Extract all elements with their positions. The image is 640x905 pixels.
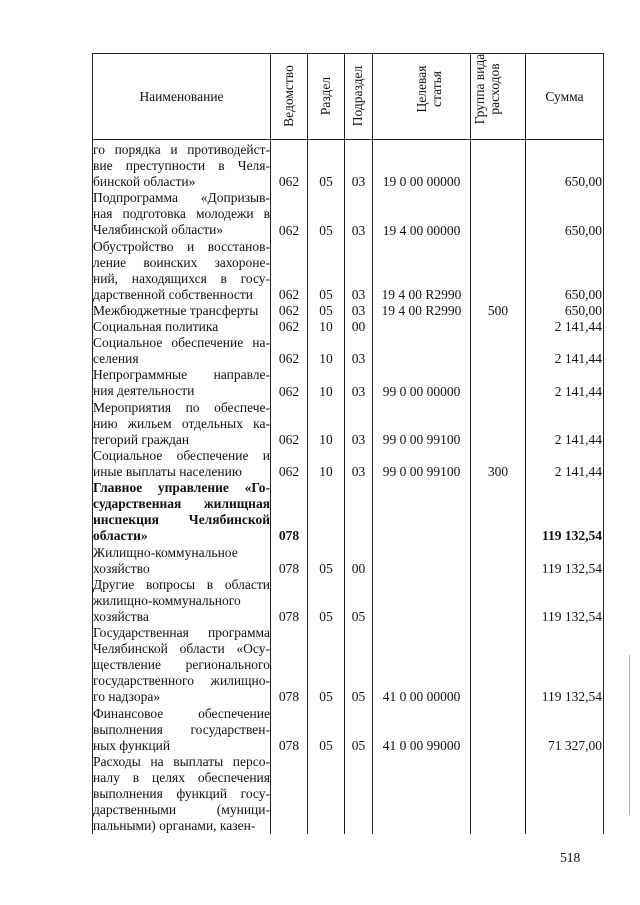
header-gruppa-2: расходов bbox=[487, 63, 502, 115]
header-vedomstvo: Ведомство bbox=[281, 65, 296, 127]
row-name-line: селения bbox=[93, 351, 139, 367]
row-name-line: Межбюджетные трансферты bbox=[93, 303, 259, 318]
row-name bbox=[93, 625, 270, 705]
row-vedomstvo: 062 bbox=[278, 464, 300, 479]
row-razdel: 10 bbox=[319, 319, 333, 335]
row-vedomstvo: 062 bbox=[278, 174, 300, 190]
row-summa: 650,00 bbox=[564, 286, 602, 302]
row-name bbox=[93, 448, 270, 480]
row-summa: 650,00 bbox=[564, 222, 602, 238]
row-vedomstvo: 078 bbox=[278, 737, 300, 753]
row-summa: 2 141,44 bbox=[554, 431, 602, 447]
row-name-line: дарственными (муници- bbox=[93, 801, 270, 817]
row-name-line: Социальная политика bbox=[93, 319, 219, 335]
page-number: 518 bbox=[560, 850, 581, 865]
row-razdel: 10 bbox=[319, 431, 333, 447]
row-name bbox=[93, 400, 270, 448]
row-razdel: 05 bbox=[319, 737, 333, 753]
row-name-line: ществление регионального bbox=[93, 657, 270, 672]
row-summa: 2 141,44 bbox=[554, 351, 602, 367]
row-name-line: Социальное обеспечение и bbox=[93, 447, 270, 463]
row-vedomstvo: 062 bbox=[278, 383, 300, 399]
row-gruppa: 500 bbox=[487, 303, 509, 318]
row-name-line: жилищно-коммунального bbox=[93, 592, 241, 608]
row-name-line: Государственная программа bbox=[93, 625, 270, 640]
row-name bbox=[93, 706, 270, 754]
row-celevaya: 99 0 00 99100 bbox=[382, 431, 461, 447]
row-name-line: Подпрограмма «Допризыв- bbox=[93, 190, 270, 206]
row-podrazdel: 03 bbox=[351, 286, 366, 302]
row-name-line: Непрограммные направле- bbox=[93, 367, 270, 383]
row-name-line: инспекция Челябинской bbox=[93, 512, 270, 528]
row-podrazdel: 05 bbox=[351, 608, 366, 624]
row-vedomstvo: 062 bbox=[278, 319, 300, 335]
row-name bbox=[93, 142, 270, 190]
row-celevaya: 41 0 00 99000 bbox=[382, 737, 461, 753]
row-name-line: Мероприятия по обеспече- bbox=[93, 399, 270, 415]
row-podrazdel: 00 bbox=[351, 560, 366, 576]
row-celevaya: 19 0 00 00000 bbox=[382, 174, 461, 190]
row-name-line: ний, находящихся в госу- bbox=[93, 270, 270, 286]
row-podrazdel: 03 bbox=[351, 464, 366, 479]
row-summa: 2 141,44 bbox=[554, 319, 602, 335]
row-razdel: 05 bbox=[319, 560, 333, 576]
header-celevaya-2: статья bbox=[429, 71, 444, 107]
row-name-line: вие преступности в Челя- bbox=[93, 158, 270, 173]
row-name-line: го надзора» bbox=[93, 689, 161, 704]
row-podrazdel: 03 bbox=[351, 383, 366, 399]
row-razdel: 05 bbox=[319, 174, 333, 190]
row-podrazdel: 03 bbox=[351, 222, 366, 238]
row-vedomstvo: 062 bbox=[278, 431, 300, 447]
row-name bbox=[93, 303, 270, 319]
row-celevaya: 41 0 00 00000 bbox=[382, 689, 461, 705]
row-summa: 2 141,44 bbox=[554, 383, 602, 399]
row-name-line: Жилищно-коммунальное bbox=[93, 544, 238, 560]
row-name-line: области» bbox=[93, 528, 148, 544]
row-name bbox=[93, 190, 270, 238]
row-vedomstvo: 078 bbox=[278, 689, 300, 705]
row-vedomstvo: 078 bbox=[278, 528, 300, 544]
row-name-line: иные выплаты населению bbox=[93, 463, 242, 479]
col-border-right bbox=[603, 53, 604, 834]
row-name-line: сударственная жилищная bbox=[93, 496, 270, 512]
row-summa: 119 132,54 bbox=[541, 689, 602, 705]
row-name-line: бинской области» bbox=[93, 174, 196, 189]
row-podrazdel: 05 bbox=[351, 689, 366, 705]
header-bottom-border bbox=[92, 139, 604, 140]
row-celevaya: 99 0 00 99100 bbox=[382, 464, 461, 479]
row-name-line: Челябинской области «Осу- bbox=[93, 641, 270, 656]
row-vedomstvo: 062 bbox=[278, 286, 300, 302]
row-razdel: 05 bbox=[319, 608, 333, 624]
row-name-line: дарственной собственности bbox=[93, 286, 254, 302]
row-name bbox=[93, 754, 270, 834]
row-vedomstvo: 078 bbox=[278, 608, 300, 624]
row-podrazdel: 05 bbox=[351, 737, 366, 753]
row-summa: 119 132,54 bbox=[541, 608, 602, 624]
row-summa: 2 141,44 bbox=[554, 464, 602, 479]
row-podrazdel: 03 bbox=[351, 431, 366, 447]
row-name-line: ния деятельности bbox=[93, 383, 195, 399]
row-podrazdel: 03 bbox=[351, 174, 366, 190]
row-name-line: налу в целях обеспечения bbox=[93, 769, 270, 785]
row-name-line: тегорий граждан bbox=[93, 431, 190, 447]
row-celevaya: 19 4 00 R2990 bbox=[381, 286, 462, 302]
row-vedomstvo: 062 bbox=[278, 303, 300, 318]
row-vedomstvo: 062 bbox=[278, 222, 300, 238]
row-celevaya: 99 0 00 00000 bbox=[382, 383, 461, 399]
scan-edge-mark bbox=[629, 655, 630, 815]
row-summa: 650,00 bbox=[564, 174, 602, 190]
row-vedomstvo: 078 bbox=[278, 560, 300, 576]
row-razdel: 10 bbox=[319, 464, 333, 479]
row-name-line: пальными) органами, казен- bbox=[93, 817, 256, 833]
row-name bbox=[93, 545, 270, 577]
row-name bbox=[93, 335, 270, 367]
row-name-line: Финансовое обеспечение bbox=[93, 705, 270, 721]
row-name-line: выполнения государствен- bbox=[93, 721, 270, 737]
row-razdel: 05 bbox=[319, 303, 333, 318]
table-top-border bbox=[92, 53, 604, 54]
header-gruppa-1: Группа вида bbox=[472, 53, 487, 125]
row-name-line: Социальное обеспечение на- bbox=[93, 335, 270, 351]
header-summa: Сумма bbox=[545, 89, 584, 104]
row-podrazdel: 00 bbox=[351, 319, 366, 335]
row-name-line: Расходы на выплаты персо- bbox=[93, 753, 270, 769]
row-name bbox=[93, 319, 270, 335]
row-name-line: го порядка и противодейст- bbox=[93, 142, 270, 157]
row-name-line: выполнения функций госу- bbox=[93, 785, 270, 801]
row-name-line: хозяйства bbox=[93, 608, 149, 624]
row-name-line: Челябинской области» bbox=[93, 222, 224, 238]
col-border-grp bbox=[470, 53, 471, 834]
row-name-line: ная подготовка молодежи в bbox=[93, 206, 270, 222]
header-celevaya-1: Целевая bbox=[414, 65, 429, 113]
row-name bbox=[93, 239, 270, 303]
row-name bbox=[93, 367, 270, 399]
row-summa: 119 132,54 bbox=[541, 560, 602, 576]
row-razdel: 05 bbox=[319, 222, 333, 238]
row-celevaya: 19 4 00 R2990 bbox=[381, 303, 462, 318]
row-name bbox=[93, 480, 270, 544]
row-podrazdel: 03 bbox=[351, 303, 366, 318]
row-podrazdel: 03 bbox=[351, 351, 366, 367]
row-name-line: Главное управление «Го- bbox=[93, 480, 270, 496]
header-razdel: Раздел bbox=[318, 76, 333, 116]
row-name-line: Обустройство и восстанов- bbox=[93, 238, 270, 254]
row-name bbox=[93, 577, 270, 625]
header-name: Наименование bbox=[139, 89, 224, 104]
header-podrazdel: Подраздел bbox=[350, 65, 365, 127]
row-summa: 119 132,54 bbox=[541, 528, 602, 544]
row-name-line: Другие вопросы в области bbox=[93, 576, 270, 592]
row-name-line: государственного жилищно- bbox=[93, 673, 270, 688]
row-celevaya: 19 4 00 00000 bbox=[382, 222, 461, 238]
row-name-line: ление воинских захороне- bbox=[93, 254, 270, 270]
row-name-line: нию жильем отдельных ка- bbox=[93, 415, 270, 431]
row-name-line: хозяйство bbox=[93, 560, 150, 576]
row-summa: 650,00 bbox=[564, 303, 602, 318]
row-razdel: 10 bbox=[319, 383, 333, 399]
row-summa: 71 327,00 bbox=[548, 737, 602, 753]
row-name-line: ных функций bbox=[93, 737, 171, 753]
row-razdel: 10 bbox=[319, 351, 333, 367]
row-vedomstvo: 062 bbox=[278, 351, 300, 367]
row-razdel: 05 bbox=[319, 286, 333, 302]
row-gruppa: 300 bbox=[487, 464, 509, 479]
row-razdel: 05 bbox=[319, 689, 333, 705]
